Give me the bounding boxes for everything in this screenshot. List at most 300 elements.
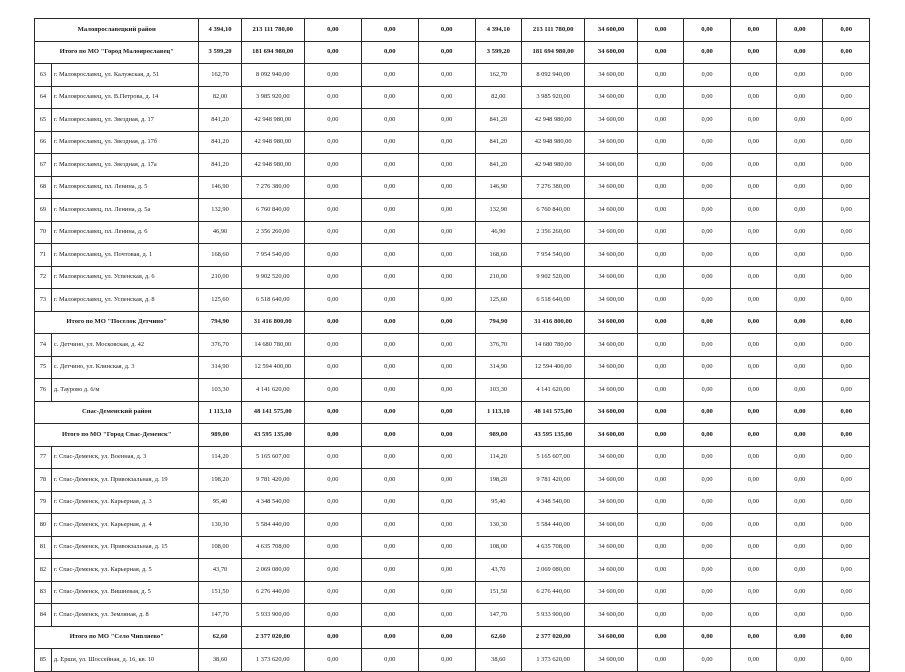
value-cell: 42 948 980,00: [241, 131, 304, 154]
value-cell: 34 600,00: [585, 266, 638, 289]
group-total-row: [35, 19, 870, 42]
value-cell: 0,00: [361, 446, 418, 469]
value-cell: 0,00: [730, 131, 776, 154]
value-cell: 0,00: [823, 401, 870, 424]
value-cell: 0,00: [418, 491, 475, 514]
table-row: [35, 266, 870, 289]
row-number: 67: [35, 154, 52, 177]
value-cell: 0,00: [730, 424, 776, 447]
value-cell: 0,00: [684, 311, 730, 334]
address-cell: д. Ерши, ул. Шоссейная, д. 16, кв. 10: [51, 649, 199, 672]
value-cell: 0,00: [823, 266, 870, 289]
value-cell: 0,00: [777, 244, 823, 267]
value-cell: 0,00: [361, 199, 418, 222]
row-number: 82: [35, 559, 52, 582]
value-cell: 0,00: [730, 379, 776, 402]
value-cell: 0,00: [777, 311, 823, 334]
value-cell: 42 948 980,00: [522, 154, 585, 177]
value-cell: 0,00: [637, 221, 683, 244]
value-cell: 4 141 620,00: [522, 379, 585, 402]
value-cell: 0,00: [361, 401, 418, 424]
value-cell: 0,00: [823, 41, 870, 64]
row-number: 77: [35, 446, 52, 469]
value-cell: 0,00: [730, 581, 776, 604]
value-cell: 0,00: [418, 266, 475, 289]
value-cell: 198,20: [199, 469, 241, 492]
value-cell: 0,00: [684, 199, 730, 222]
value-cell: 0,00: [777, 86, 823, 109]
value-cell: 314,90: [199, 356, 241, 379]
value-cell: 0,00: [823, 199, 870, 222]
value-cell: 95,40: [199, 491, 241, 514]
value-cell: 7 276 380,00: [241, 176, 304, 199]
value-cell: 0,00: [777, 221, 823, 244]
table-row: [35, 379, 870, 402]
table-row: [35, 176, 870, 199]
value-cell: 0,00: [684, 266, 730, 289]
value-cell: 1 113,10: [199, 401, 241, 424]
value-cell: 0,00: [418, 649, 475, 672]
value-cell: 0,00: [418, 221, 475, 244]
value-cell: 34 600,00: [585, 289, 638, 312]
value-cell: 0,00: [418, 131, 475, 154]
value-cell: 34 600,00: [585, 176, 638, 199]
value-cell: 9 902 520,00: [522, 266, 585, 289]
value-cell: 0,00: [730, 221, 776, 244]
value-cell: 12 594 400,00: [522, 356, 585, 379]
value-cell: 0,00: [637, 64, 683, 87]
value-cell: 0,00: [637, 266, 683, 289]
value-cell: 0,00: [684, 289, 730, 312]
value-cell: 0,00: [777, 446, 823, 469]
value-cell: 9 781 420,00: [522, 469, 585, 492]
value-cell: 0,00: [304, 379, 361, 402]
value-cell: 8 092 940,00: [241, 64, 304, 87]
value-cell: 0,00: [730, 311, 776, 334]
value-cell: 0,00: [637, 19, 683, 42]
value-cell: 989,00: [475, 424, 521, 447]
value-cell: 0,00: [777, 559, 823, 582]
value-cell: 62,60: [475, 626, 521, 649]
table-row: [35, 154, 870, 177]
value-cell: 34 600,00: [585, 491, 638, 514]
value-cell: 7 954 540,00: [241, 244, 304, 267]
value-cell: 0,00: [684, 356, 730, 379]
value-cell: 14 680 780,00: [241, 334, 304, 357]
value-cell: 34 600,00: [585, 311, 638, 334]
value-cell: 108,00: [199, 536, 241, 559]
value-cell: 0,00: [304, 356, 361, 379]
value-cell: 0,00: [304, 491, 361, 514]
value-cell: 108,00: [475, 536, 521, 559]
value-cell: 0,00: [418, 199, 475, 222]
value-cell: 3 985 920,00: [522, 86, 585, 109]
value-cell: 0,00: [637, 491, 683, 514]
value-cell: 5 165 607,00: [522, 446, 585, 469]
value-cell: 0,00: [304, 649, 361, 672]
table-row: [35, 64, 870, 87]
value-cell: 34 600,00: [585, 446, 638, 469]
value-cell: 2 377 020,00: [241, 626, 304, 649]
value-cell: 103,30: [475, 379, 521, 402]
row-number: 80: [35, 514, 52, 537]
value-cell: 4 635 708,00: [241, 536, 304, 559]
value-cell: 46,90: [475, 221, 521, 244]
row-number: 83: [35, 581, 52, 604]
group-name: Итого по МО "Поселок Детчино": [35, 311, 199, 334]
value-cell: 0,00: [418, 289, 475, 312]
value-cell: 0,00: [777, 401, 823, 424]
value-cell: 0,00: [304, 289, 361, 312]
value-cell: 0,00: [823, 154, 870, 177]
value-cell: 34 600,00: [585, 536, 638, 559]
value-cell: 0,00: [304, 131, 361, 154]
value-cell: 0,00: [418, 536, 475, 559]
address-cell: г. Спас-Деменск, ул. Карьерная, д. 5: [51, 559, 199, 582]
value-cell: 0,00: [361, 469, 418, 492]
table-row: [35, 536, 870, 559]
value-cell: 0,00: [730, 41, 776, 64]
value-cell: 0,00: [684, 379, 730, 402]
value-cell: 0,00: [823, 559, 870, 582]
value-cell: 0,00: [730, 536, 776, 559]
value-cell: 0,00: [304, 64, 361, 87]
value-cell: 0,00: [637, 446, 683, 469]
value-cell: 0,00: [777, 514, 823, 537]
value-cell: 0,00: [730, 491, 776, 514]
address-cell: г. Малоярославец, пл. Ленина, д. 5: [51, 176, 199, 199]
value-cell: 0,00: [823, 109, 870, 132]
address-cell: с. Детчино, ул. Московская, д. 42: [51, 334, 199, 357]
value-cell: 0,00: [823, 626, 870, 649]
value-cell: 0,00: [304, 604, 361, 627]
value-cell: 0,00: [730, 19, 776, 42]
value-cell: 0,00: [361, 334, 418, 357]
housing-program-table: [34, 18, 870, 672]
value-cell: 0,00: [823, 334, 870, 357]
value-cell: 794,90: [475, 311, 521, 334]
value-cell: 0,00: [418, 581, 475, 604]
value-cell: 0,00: [637, 289, 683, 312]
row-number: 84: [35, 604, 52, 627]
value-cell: 0,00: [730, 446, 776, 469]
value-cell: 0,00: [777, 109, 823, 132]
address-cell: г. Малоярославец, ул. Успенская, д. 6: [51, 266, 199, 289]
value-cell: 42 948 980,00: [241, 109, 304, 132]
value-cell: 4 348 540,00: [522, 491, 585, 514]
value-cell: 841,20: [475, 131, 521, 154]
value-cell: 0,00: [684, 86, 730, 109]
value-cell: 5 165 607,00: [241, 446, 304, 469]
value-cell: 0,00: [637, 154, 683, 177]
value-cell: 0,00: [823, 491, 870, 514]
row-number: 64: [35, 86, 52, 109]
value-cell: 0,00: [777, 581, 823, 604]
value-cell: 0,00: [637, 199, 683, 222]
value-cell: 0,00: [361, 154, 418, 177]
value-cell: 0,00: [418, 311, 475, 334]
table-row: [35, 469, 870, 492]
value-cell: 162,70: [199, 64, 241, 87]
value-cell: 151,50: [199, 581, 241, 604]
value-cell: 4 348 540,00: [241, 491, 304, 514]
value-cell: 0,00: [637, 311, 683, 334]
value-cell: 6 760 840,00: [241, 199, 304, 222]
value-cell: 841,20: [475, 154, 521, 177]
value-cell: 0,00: [730, 176, 776, 199]
value-cell: 0,00: [823, 514, 870, 537]
value-cell: 0,00: [418, 154, 475, 177]
table-row: [35, 199, 870, 222]
value-cell: 0,00: [304, 311, 361, 334]
row-number: 68: [35, 176, 52, 199]
value-cell: 0,00: [637, 356, 683, 379]
value-cell: 0,00: [304, 626, 361, 649]
value-cell: 0,00: [304, 424, 361, 447]
address-cell: г. Спас-Деменск, ул. Привокзальная, д. 15: [51, 536, 199, 559]
group-total-row: [35, 401, 870, 424]
value-cell: 0,00: [304, 154, 361, 177]
value-cell: 0,00: [823, 446, 870, 469]
value-cell: 0,00: [304, 86, 361, 109]
table-row: [35, 559, 870, 582]
value-cell: 151,50: [475, 581, 521, 604]
value-cell: 0,00: [730, 514, 776, 537]
row-number: 81: [35, 536, 52, 559]
value-cell: 31 416 800,00: [522, 311, 585, 334]
value-cell: 0,00: [361, 86, 418, 109]
table-row: [35, 649, 870, 672]
value-cell: 34 600,00: [585, 424, 638, 447]
value-cell: 0,00: [418, 604, 475, 627]
value-cell: 794,90: [199, 311, 241, 334]
address-cell: г. Спас-Деменск, ул. Привокзальная, д. 19: [51, 469, 199, 492]
value-cell: 125,60: [199, 289, 241, 312]
value-cell: 0,00: [361, 131, 418, 154]
table-row: [35, 514, 870, 537]
table-row: [35, 86, 870, 109]
value-cell: 0,00: [304, 244, 361, 267]
value-cell: 198,20: [475, 469, 521, 492]
value-cell: 0,00: [637, 176, 683, 199]
value-cell: 213 111 780,00: [241, 19, 304, 42]
value-cell: 34 600,00: [585, 581, 638, 604]
value-cell: 0,00: [730, 154, 776, 177]
value-cell: 0,00: [684, 64, 730, 87]
value-cell: 0,00: [418, 244, 475, 267]
table-row: [35, 109, 870, 132]
value-cell: 0,00: [684, 176, 730, 199]
row-number: 78: [35, 469, 52, 492]
value-cell: 0,00: [304, 199, 361, 222]
value-cell: 314,90: [475, 356, 521, 379]
row-number: 70: [35, 221, 52, 244]
value-cell: 0,00: [361, 311, 418, 334]
address-cell: г. Малоярославец, ул. Калужская, д. 51: [51, 64, 199, 87]
value-cell: 0,00: [637, 131, 683, 154]
value-cell: 0,00: [361, 491, 418, 514]
value-cell: 0,00: [730, 469, 776, 492]
address-cell: г. Малоярославец, ул. В.Петрова, д. 14: [51, 86, 199, 109]
address-cell: г. Спас-Деменск, ул. Карьерная, д. 4: [51, 514, 199, 537]
value-cell: 34 600,00: [585, 469, 638, 492]
value-cell: 4 635 708,00: [522, 536, 585, 559]
value-cell: 0,00: [637, 604, 683, 627]
value-cell: 7 276 380,00: [522, 176, 585, 199]
value-cell: 0,00: [684, 649, 730, 672]
value-cell: 0,00: [304, 581, 361, 604]
value-cell: 0,00: [637, 514, 683, 537]
value-cell: 0,00: [361, 64, 418, 87]
value-cell: 0,00: [823, 19, 870, 42]
value-cell: 0,00: [777, 131, 823, 154]
value-cell: 168,60: [199, 244, 241, 267]
value-cell: 6 276 440,00: [241, 581, 304, 604]
value-cell: 0,00: [361, 41, 418, 64]
value-cell: 0,00: [637, 379, 683, 402]
value-cell: 0,00: [361, 514, 418, 537]
value-cell: 6 518 640,00: [241, 289, 304, 312]
group-total-row: [35, 424, 870, 447]
value-cell: 0,00: [684, 109, 730, 132]
value-cell: 0,00: [777, 199, 823, 222]
value-cell: 989,00: [199, 424, 241, 447]
value-cell: 0,00: [777, 41, 823, 64]
value-cell: 114,20: [199, 446, 241, 469]
value-cell: 0,00: [684, 19, 730, 42]
value-cell: 12 594 400,00: [241, 356, 304, 379]
value-cell: 6 276 440,00: [522, 581, 585, 604]
value-cell: 34 600,00: [585, 221, 638, 244]
value-cell: 0,00: [684, 424, 730, 447]
value-cell: 376,70: [475, 334, 521, 357]
value-cell: 34 600,00: [585, 131, 638, 154]
value-cell: 0,00: [418, 356, 475, 379]
value-cell: 34 600,00: [585, 199, 638, 222]
value-cell: 0,00: [684, 559, 730, 582]
value-cell: 31 416 800,00: [241, 311, 304, 334]
value-cell: 0,00: [823, 649, 870, 672]
value-cell: 0,00: [418, 469, 475, 492]
value-cell: 0,00: [361, 559, 418, 582]
value-cell: 8 092 940,00: [522, 64, 585, 87]
value-cell: 0,00: [304, 514, 361, 537]
address-cell: г. Малоярославец, ул. Звездная, д. 17а: [51, 154, 199, 177]
table-row: [35, 244, 870, 267]
value-cell: 0,00: [304, 266, 361, 289]
value-cell: 0,00: [418, 379, 475, 402]
value-cell: 0,00: [684, 131, 730, 154]
value-cell: 0,00: [730, 109, 776, 132]
table-row: [35, 604, 870, 627]
table-row: [35, 356, 870, 379]
value-cell: 0,00: [730, 266, 776, 289]
value-cell: 0,00: [361, 289, 418, 312]
value-cell: 0,00: [823, 64, 870, 87]
value-cell: 841,20: [199, 131, 241, 154]
value-cell: 0,00: [418, 86, 475, 109]
value-cell: 0,00: [637, 424, 683, 447]
value-cell: 0,00: [304, 469, 361, 492]
value-cell: 132,90: [199, 199, 241, 222]
value-cell: 0,00: [304, 536, 361, 559]
address-cell: г. Малоярославец, ул. Успенская, д. 8: [51, 289, 199, 312]
value-cell: 0,00: [730, 199, 776, 222]
value-cell: 841,20: [199, 109, 241, 132]
value-cell: 42 948 980,00: [241, 154, 304, 177]
value-cell: 34 600,00: [585, 64, 638, 87]
table-row: [35, 131, 870, 154]
value-cell: 1 373 620,00: [522, 649, 585, 672]
value-cell: 0,00: [777, 176, 823, 199]
value-cell: 5 584 440,00: [522, 514, 585, 537]
value-cell: 0,00: [730, 334, 776, 357]
value-cell: 0,00: [823, 244, 870, 267]
value-cell: 0,00: [730, 244, 776, 267]
value-cell: 0,00: [684, 469, 730, 492]
value-cell: 0,00: [361, 221, 418, 244]
value-cell: 0,00: [361, 244, 418, 267]
value-cell: 132,90: [475, 199, 521, 222]
value-cell: 0,00: [823, 379, 870, 402]
value-cell: 46,90: [199, 221, 241, 244]
value-cell: 130,30: [199, 514, 241, 537]
value-cell: 0,00: [823, 131, 870, 154]
value-cell: 0,00: [777, 536, 823, 559]
value-cell: 5 933 900,00: [522, 604, 585, 627]
table-row: [35, 334, 870, 357]
value-cell: 0,00: [637, 41, 683, 64]
row-number: 85: [35, 649, 52, 672]
value-cell: 0,00: [361, 581, 418, 604]
group-total-row: [35, 41, 870, 64]
value-cell: 0,00: [777, 64, 823, 87]
value-cell: 0,00: [730, 86, 776, 109]
table-row: [35, 289, 870, 312]
value-cell: 0,00: [823, 176, 870, 199]
value-cell: 0,00: [823, 356, 870, 379]
value-cell: 0,00: [418, 334, 475, 357]
value-cell: 0,00: [777, 469, 823, 492]
value-cell: 6 518 640,00: [522, 289, 585, 312]
value-cell: 0,00: [637, 581, 683, 604]
value-cell: 34 600,00: [585, 19, 638, 42]
value-cell: 0,00: [304, 559, 361, 582]
row-number: 65: [35, 109, 52, 132]
value-cell: 125,60: [475, 289, 521, 312]
value-cell: 146,90: [475, 176, 521, 199]
value-cell: 34 600,00: [585, 401, 638, 424]
value-cell: 0,00: [637, 559, 683, 582]
value-cell: 0,00: [304, 41, 361, 64]
value-cell: 0,00: [637, 86, 683, 109]
value-cell: 0,00: [684, 41, 730, 64]
value-cell: 2 377 020,00: [522, 626, 585, 649]
value-cell: 0,00: [684, 446, 730, 469]
table-row: [35, 221, 870, 244]
value-cell: 0,00: [304, 109, 361, 132]
value-cell: 34 600,00: [585, 379, 638, 402]
value-cell: 43 595 135,00: [241, 424, 304, 447]
value-cell: 0,00: [361, 649, 418, 672]
value-cell: 147,70: [199, 604, 241, 627]
value-cell: 0,00: [730, 401, 776, 424]
row-number: 79: [35, 491, 52, 514]
value-cell: 0,00: [418, 626, 475, 649]
address-cell: г. Малоярославец, пл. Ленина, д. 5а: [51, 199, 199, 222]
value-cell: 38,60: [199, 649, 241, 672]
row-number: 69: [35, 199, 52, 222]
